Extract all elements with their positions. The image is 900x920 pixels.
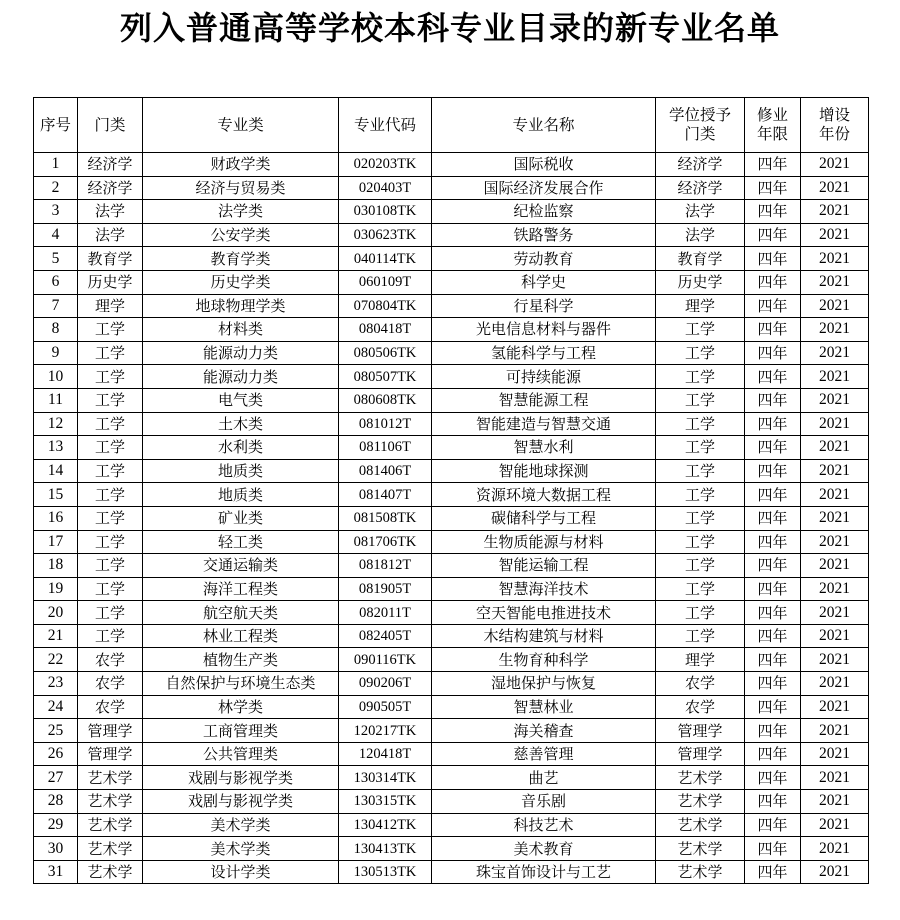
header-year-line1: 增设 bbox=[818, 106, 850, 124]
cell-duration: 四年 bbox=[745, 153, 801, 177]
cell-name: 智能建造与智慧交通 bbox=[432, 412, 656, 436]
cell-degree: 工学 bbox=[656, 412, 745, 436]
cell-degree: 艺术学 bbox=[656, 813, 745, 837]
cell-year: 2021 bbox=[801, 459, 869, 483]
cell-year: 2021 bbox=[801, 318, 869, 342]
cell-code: 080418T bbox=[339, 318, 432, 342]
cell-seq: 30 bbox=[34, 837, 78, 861]
cell-degree: 法学 bbox=[656, 200, 745, 224]
table-row bbox=[34, 270, 869, 294]
cell-code: 081106T bbox=[339, 436, 432, 460]
table-row bbox=[34, 577, 869, 601]
cell-degree: 艺术学 bbox=[656, 837, 745, 861]
cell-name: 铁路警务 bbox=[432, 223, 656, 247]
cell-duration: 四年 bbox=[745, 790, 801, 814]
cell-degree: 经济学 bbox=[656, 176, 745, 200]
cell-class: 教育学类 bbox=[143, 247, 339, 271]
cell-degree: 工学 bbox=[656, 459, 745, 483]
cell-degree: 管理学 bbox=[656, 719, 745, 743]
cell-category: 工学 bbox=[78, 318, 143, 342]
cell-name: 国际税收 bbox=[432, 153, 656, 177]
cell-class: 经济与贸易类 bbox=[143, 176, 339, 200]
cell-degree: 农学 bbox=[656, 672, 745, 696]
cell-name: 智能运输工程 bbox=[432, 554, 656, 578]
cell-name: 慈善管理 bbox=[432, 742, 656, 766]
cell-code: 020403T bbox=[339, 176, 432, 200]
header-duration-line1: 修业 bbox=[756, 106, 788, 124]
cell-class: 土木类 bbox=[143, 412, 339, 436]
header-degree-line1: 学位授予 bbox=[668, 106, 731, 124]
cell-class: 戏剧与影视学类 bbox=[143, 766, 339, 790]
table-row bbox=[34, 223, 869, 247]
cell-seq: 16 bbox=[34, 506, 78, 530]
cell-class: 自然保护与环境生态类 bbox=[143, 672, 339, 696]
header-degree-line2: 门类 bbox=[684, 125, 716, 143]
cell-degree: 法学 bbox=[656, 223, 745, 247]
cell-seq: 3 bbox=[34, 200, 78, 224]
cell-degree: 教育学 bbox=[656, 247, 745, 271]
cell-class: 林学类 bbox=[143, 695, 339, 719]
major-list-table bbox=[33, 97, 869, 884]
header-duration-line2: 年限 bbox=[756, 125, 788, 143]
cell-degree: 历史学 bbox=[656, 270, 745, 294]
cell-code: 080506TK bbox=[339, 341, 432, 365]
cell-degree: 工学 bbox=[656, 318, 745, 342]
cell-year: 2021 bbox=[801, 412, 869, 436]
cell-code: 040114TK bbox=[339, 247, 432, 271]
cell-class: 设计学类 bbox=[143, 860, 339, 884]
cell-year: 2021 bbox=[801, 436, 869, 460]
cell-category: 农学 bbox=[78, 695, 143, 719]
cell-name: 智慧海洋技术 bbox=[432, 577, 656, 601]
cell-seq: 31 bbox=[34, 860, 78, 884]
cell-class: 地质类 bbox=[143, 483, 339, 507]
cell-name: 湿地保护与恢复 bbox=[432, 672, 656, 696]
cell-category: 工学 bbox=[78, 483, 143, 507]
cell-duration: 四年 bbox=[745, 318, 801, 342]
table-row bbox=[34, 530, 869, 554]
cell-duration: 四年 bbox=[745, 270, 801, 294]
cell-class: 美术学类 bbox=[143, 837, 339, 861]
cell-seq: 12 bbox=[34, 412, 78, 436]
cell-year: 2021 bbox=[801, 624, 869, 648]
cell-seq: 20 bbox=[34, 601, 78, 625]
cell-class: 美术学类 bbox=[143, 813, 339, 837]
table-row bbox=[34, 813, 869, 837]
cell-degree: 工学 bbox=[656, 388, 745, 412]
cell-code: 130513TK bbox=[339, 860, 432, 884]
table-row bbox=[34, 624, 869, 648]
cell-class: 材料类 bbox=[143, 318, 339, 342]
cell-code: 090505T bbox=[339, 695, 432, 719]
cell-seq: 23 bbox=[34, 672, 78, 696]
cell-class: 法学类 bbox=[143, 200, 339, 224]
cell-category: 工学 bbox=[78, 341, 143, 365]
cell-year: 2021 bbox=[801, 176, 869, 200]
cell-seq: 25 bbox=[34, 719, 78, 743]
cell-category: 工学 bbox=[78, 577, 143, 601]
cell-category: 经济学 bbox=[78, 153, 143, 177]
cell-degree: 工学 bbox=[656, 530, 745, 554]
cell-class: 公安学类 bbox=[143, 223, 339, 247]
header-seq: 序号 bbox=[34, 98, 78, 153]
cell-year: 2021 bbox=[801, 365, 869, 389]
cell-name: 氢能科学与工程 bbox=[432, 341, 656, 365]
cell-duration: 四年 bbox=[745, 695, 801, 719]
cell-code: 120217TK bbox=[339, 719, 432, 743]
cell-name: 美术教育 bbox=[432, 837, 656, 861]
table-header bbox=[34, 98, 869, 153]
table-row bbox=[34, 247, 869, 271]
cell-year: 2021 bbox=[801, 860, 869, 884]
cell-class: 轻工类 bbox=[143, 530, 339, 554]
cell-class: 电气类 bbox=[143, 388, 339, 412]
table-row bbox=[34, 672, 869, 696]
table-row bbox=[34, 554, 869, 578]
cell-seq: 22 bbox=[34, 648, 78, 672]
cell-duration: 四年 bbox=[745, 436, 801, 460]
cell-category: 工学 bbox=[78, 365, 143, 389]
table-row bbox=[34, 436, 869, 460]
cell-degree: 艺术学 bbox=[656, 860, 745, 884]
cell-seq: 10 bbox=[34, 365, 78, 389]
cell-seq: 29 bbox=[34, 813, 78, 837]
cell-class: 航空航天类 bbox=[143, 601, 339, 625]
cell-name: 科学史 bbox=[432, 270, 656, 294]
cell-name: 纪检监察 bbox=[432, 200, 656, 224]
header-year-line2: 年份 bbox=[818, 125, 850, 143]
cell-degree: 工学 bbox=[656, 554, 745, 578]
cell-category: 管理学 bbox=[78, 719, 143, 743]
cell-name: 曲艺 bbox=[432, 766, 656, 790]
cell-category: 工学 bbox=[78, 459, 143, 483]
cell-duration: 四年 bbox=[745, 672, 801, 696]
cell-code: 060109T bbox=[339, 270, 432, 294]
cell-year: 2021 bbox=[801, 530, 869, 554]
cell-year: 2021 bbox=[801, 601, 869, 625]
cell-code: 081706TK bbox=[339, 530, 432, 554]
cell-code: 130315TK bbox=[339, 790, 432, 814]
cell-year: 2021 bbox=[801, 648, 869, 672]
cell-year: 2021 bbox=[801, 672, 869, 696]
cell-code: 120418T bbox=[339, 742, 432, 766]
cell-name: 可持续能源 bbox=[432, 365, 656, 389]
table-row bbox=[34, 742, 869, 766]
cell-class: 水利类 bbox=[143, 436, 339, 460]
cell-year: 2021 bbox=[801, 483, 869, 507]
cell-seq: 13 bbox=[34, 436, 78, 460]
cell-class: 历史学类 bbox=[143, 270, 339, 294]
table-row bbox=[34, 837, 869, 861]
cell-degree: 农学 bbox=[656, 695, 745, 719]
cell-year: 2021 bbox=[801, 719, 869, 743]
cell-category: 工学 bbox=[78, 624, 143, 648]
cell-class: 戏剧与影视学类 bbox=[143, 790, 339, 814]
cell-name: 海关稽查 bbox=[432, 719, 656, 743]
header-row bbox=[34, 98, 869, 153]
cell-seq: 5 bbox=[34, 247, 78, 271]
cell-seq: 7 bbox=[34, 294, 78, 318]
cell-name: 空天智能电推进技术 bbox=[432, 601, 656, 625]
cell-category: 农学 bbox=[78, 672, 143, 696]
cell-year: 2021 bbox=[801, 294, 869, 318]
cell-class: 交通运输类 bbox=[143, 554, 339, 578]
cell-category: 历史学 bbox=[78, 270, 143, 294]
table-row bbox=[34, 601, 869, 625]
cell-category: 理学 bbox=[78, 294, 143, 318]
cell-year: 2021 bbox=[801, 790, 869, 814]
cell-code: 081407T bbox=[339, 483, 432, 507]
cell-class: 财政学类 bbox=[143, 153, 339, 177]
cell-duration: 四年 bbox=[745, 766, 801, 790]
cell-category: 工学 bbox=[78, 412, 143, 436]
cell-duration: 四年 bbox=[745, 294, 801, 318]
cell-year: 2021 bbox=[801, 742, 869, 766]
cell-year: 2021 bbox=[801, 270, 869, 294]
cell-duration: 四年 bbox=[745, 860, 801, 884]
cell-category: 艺术学 bbox=[78, 837, 143, 861]
cell-seq: 21 bbox=[34, 624, 78, 648]
cell-name: 科技艺术 bbox=[432, 813, 656, 837]
cell-duration: 四年 bbox=[745, 483, 801, 507]
cell-name: 生物育种科学 bbox=[432, 648, 656, 672]
cell-year: 2021 bbox=[801, 766, 869, 790]
cell-name: 国际经济发展合作 bbox=[432, 176, 656, 200]
table-row bbox=[34, 860, 869, 884]
cell-class: 地球物理学类 bbox=[143, 294, 339, 318]
cell-seq: 15 bbox=[34, 483, 78, 507]
cell-name: 行星科学 bbox=[432, 294, 656, 318]
table-row bbox=[34, 766, 869, 790]
cell-duration: 四年 bbox=[745, 341, 801, 365]
cell-category: 工学 bbox=[78, 506, 143, 530]
cell-duration: 四年 bbox=[745, 624, 801, 648]
cell-seq: 26 bbox=[34, 742, 78, 766]
cell-duration: 四年 bbox=[745, 837, 801, 861]
cell-class: 海洋工程类 bbox=[143, 577, 339, 601]
cell-duration: 四年 bbox=[745, 577, 801, 601]
cell-duration: 四年 bbox=[745, 601, 801, 625]
cell-duration: 四年 bbox=[745, 176, 801, 200]
header-duration bbox=[745, 98, 801, 153]
cell-degree: 管理学 bbox=[656, 742, 745, 766]
cell-code: 081508TK bbox=[339, 506, 432, 530]
cell-duration: 四年 bbox=[745, 200, 801, 224]
cell-seq: 11 bbox=[34, 388, 78, 412]
page-title: 列入普通高等学校本科专业目录的新专业名单 bbox=[119, 9, 780, 47]
cell-code: 030108TK bbox=[339, 200, 432, 224]
cell-degree: 工学 bbox=[656, 365, 745, 389]
table-row bbox=[34, 176, 869, 200]
cell-category: 工学 bbox=[78, 436, 143, 460]
cell-year: 2021 bbox=[801, 577, 869, 601]
cell-degree: 工学 bbox=[656, 483, 745, 507]
cell-code: 082405T bbox=[339, 624, 432, 648]
cell-name: 资源环境大数据工程 bbox=[432, 483, 656, 507]
cell-class: 能源动力类 bbox=[143, 365, 339, 389]
cell-year: 2021 bbox=[801, 506, 869, 530]
cell-code: 082011T bbox=[339, 601, 432, 625]
cell-class: 植物生产类 bbox=[143, 648, 339, 672]
cell-year: 2021 bbox=[801, 223, 869, 247]
cell-name: 智慧能源工程 bbox=[432, 388, 656, 412]
cell-year: 2021 bbox=[801, 341, 869, 365]
cell-class: 公共管理类 bbox=[143, 742, 339, 766]
cell-year: 2021 bbox=[801, 695, 869, 719]
cell-category: 法学 bbox=[78, 200, 143, 224]
cell-duration: 四年 bbox=[745, 719, 801, 743]
table-row bbox=[34, 459, 869, 483]
cell-category: 工学 bbox=[78, 388, 143, 412]
header-year bbox=[801, 98, 869, 153]
cell-seq: 19 bbox=[34, 577, 78, 601]
header-code: 专业代码 bbox=[339, 98, 432, 153]
cell-degree: 工学 bbox=[656, 506, 745, 530]
cell-name: 智慧林业 bbox=[432, 695, 656, 719]
cell-category: 艺术学 bbox=[78, 790, 143, 814]
cell-code: 130314TK bbox=[339, 766, 432, 790]
cell-degree: 工学 bbox=[656, 601, 745, 625]
cell-category: 农学 bbox=[78, 648, 143, 672]
table-row bbox=[34, 294, 869, 318]
cell-degree: 工学 bbox=[656, 577, 745, 601]
table-row bbox=[34, 341, 869, 365]
cell-degree: 经济学 bbox=[656, 153, 745, 177]
cell-category: 艺术学 bbox=[78, 813, 143, 837]
cell-class: 工商管理类 bbox=[143, 719, 339, 743]
cell-seq: 27 bbox=[34, 766, 78, 790]
cell-duration: 四年 bbox=[745, 813, 801, 837]
cell-code: 081012T bbox=[339, 412, 432, 436]
cell-duration: 四年 bbox=[745, 742, 801, 766]
cell-degree: 艺术学 bbox=[656, 766, 745, 790]
cell-duration: 四年 bbox=[745, 388, 801, 412]
cell-seq: 9 bbox=[34, 341, 78, 365]
cell-degree: 艺术学 bbox=[656, 790, 745, 814]
cell-year: 2021 bbox=[801, 813, 869, 837]
cell-year: 2021 bbox=[801, 388, 869, 412]
cell-degree: 理学 bbox=[656, 648, 745, 672]
cell-name: 智能地球探测 bbox=[432, 459, 656, 483]
cell-duration: 四年 bbox=[745, 365, 801, 389]
cell-degree: 工学 bbox=[656, 436, 745, 460]
cell-class: 地质类 bbox=[143, 459, 339, 483]
table-row bbox=[34, 648, 869, 672]
table-row bbox=[34, 153, 869, 177]
cell-code: 081905T bbox=[339, 577, 432, 601]
table-row bbox=[34, 695, 869, 719]
table-body bbox=[34, 153, 869, 884]
cell-category: 艺术学 bbox=[78, 860, 143, 884]
cell-degree: 理学 bbox=[656, 294, 745, 318]
cell-category: 工学 bbox=[78, 601, 143, 625]
table-row bbox=[34, 318, 869, 342]
cell-year: 2021 bbox=[801, 554, 869, 578]
cell-duration: 四年 bbox=[745, 648, 801, 672]
cell-category: 管理学 bbox=[78, 742, 143, 766]
cell-class: 林业工程类 bbox=[143, 624, 339, 648]
cell-duration: 四年 bbox=[745, 530, 801, 554]
cell-code: 030623TK bbox=[339, 223, 432, 247]
header-category: 门类 bbox=[78, 98, 143, 153]
cell-duration: 四年 bbox=[745, 412, 801, 436]
table-row bbox=[34, 483, 869, 507]
cell-category: 教育学 bbox=[78, 247, 143, 271]
cell-code: 080507TK bbox=[339, 365, 432, 389]
cell-class: 能源动力类 bbox=[143, 341, 339, 365]
cell-duration: 四年 bbox=[745, 223, 801, 247]
header-degree bbox=[656, 98, 745, 153]
cell-year: 2021 bbox=[801, 837, 869, 861]
cell-code: 081812T bbox=[339, 554, 432, 578]
cell-duration: 四年 bbox=[745, 506, 801, 530]
cell-seq: 18 bbox=[34, 554, 78, 578]
cell-category: 艺术学 bbox=[78, 766, 143, 790]
cell-year: 2021 bbox=[801, 153, 869, 177]
cell-seq: 6 bbox=[34, 270, 78, 294]
cell-code: 081406T bbox=[339, 459, 432, 483]
cell-degree: 工学 bbox=[656, 341, 745, 365]
table-row bbox=[34, 790, 869, 814]
cell-code: 130413TK bbox=[339, 837, 432, 861]
cell-seq: 24 bbox=[34, 695, 78, 719]
cell-duration: 四年 bbox=[745, 459, 801, 483]
cell-name: 生物质能源与材料 bbox=[432, 530, 656, 554]
cell-category: 经济学 bbox=[78, 176, 143, 200]
cell-category: 工学 bbox=[78, 530, 143, 554]
cell-code: 090206T bbox=[339, 672, 432, 696]
cell-name: 音乐剧 bbox=[432, 790, 656, 814]
table-row bbox=[34, 200, 869, 224]
cell-year: 2021 bbox=[801, 247, 869, 271]
cell-seq: 14 bbox=[34, 459, 78, 483]
cell-name: 木结构建筑与材料 bbox=[432, 624, 656, 648]
cell-seq: 2 bbox=[34, 176, 78, 200]
cell-category: 法学 bbox=[78, 223, 143, 247]
cell-name: 智慧水利 bbox=[432, 436, 656, 460]
cell-duration: 四年 bbox=[745, 247, 801, 271]
cell-seq: 8 bbox=[34, 318, 78, 342]
cell-class: 矿业类 bbox=[143, 506, 339, 530]
cell-duration: 四年 bbox=[745, 554, 801, 578]
table-row bbox=[34, 412, 869, 436]
cell-name: 光电信息材料与器件 bbox=[432, 318, 656, 342]
table-row bbox=[34, 506, 869, 530]
table-row bbox=[34, 388, 869, 412]
cell-name: 劳动教育 bbox=[432, 247, 656, 271]
cell-seq: 28 bbox=[34, 790, 78, 814]
cell-category: 工学 bbox=[78, 554, 143, 578]
table-row bbox=[34, 719, 869, 743]
cell-code: 070804TK bbox=[339, 294, 432, 318]
cell-year: 2021 bbox=[801, 200, 869, 224]
cell-seq: 17 bbox=[34, 530, 78, 554]
header-class: 专业类 bbox=[143, 98, 339, 153]
cell-seq: 4 bbox=[34, 223, 78, 247]
cell-seq: 1 bbox=[34, 153, 78, 177]
header-name: 专业名称 bbox=[432, 98, 656, 153]
cell-code: 130412TK bbox=[339, 813, 432, 837]
cell-code: 080608TK bbox=[339, 388, 432, 412]
cell-code: 020203TK bbox=[339, 153, 432, 177]
cell-code: 090116TK bbox=[339, 648, 432, 672]
cell-name: 碳储科学与工程 bbox=[432, 506, 656, 530]
table-row bbox=[34, 365, 869, 389]
cell-degree: 工学 bbox=[656, 624, 745, 648]
cell-name: 珠宝首饰设计与工艺 bbox=[432, 860, 656, 884]
